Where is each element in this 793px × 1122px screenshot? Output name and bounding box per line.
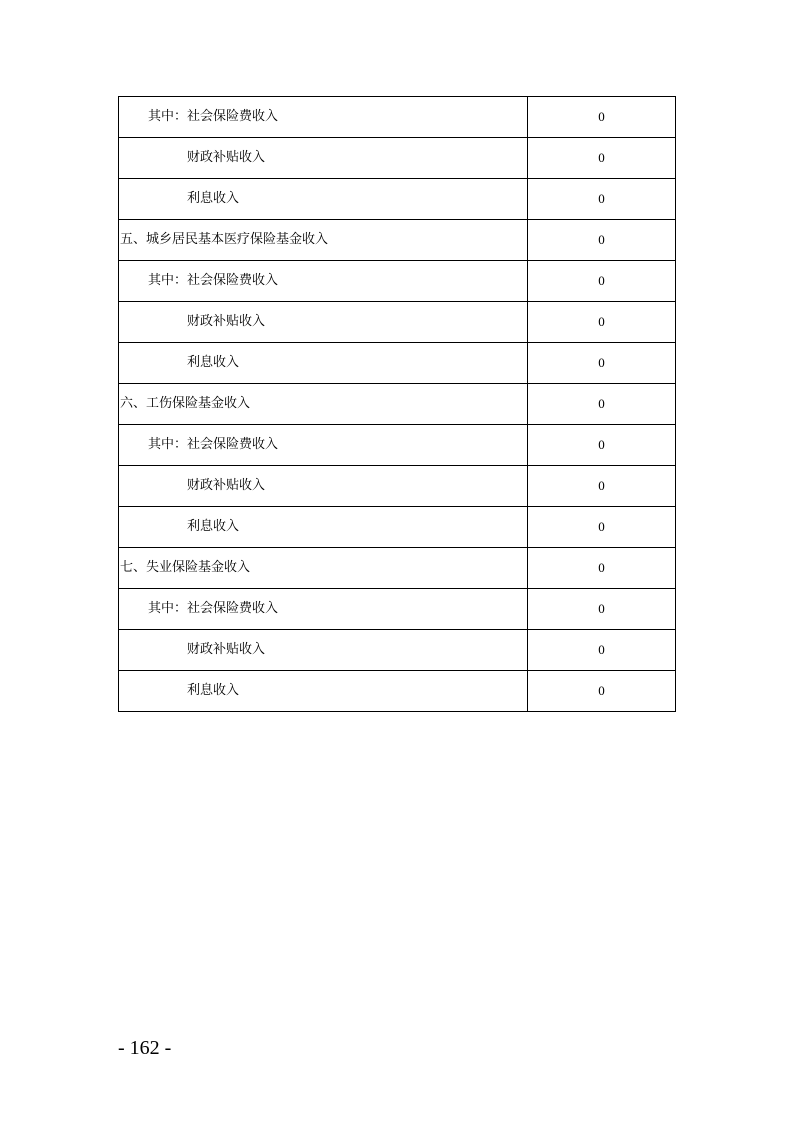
row-item-label: 利息收入	[119, 343, 528, 384]
row-amount-value: 0	[528, 548, 676, 589]
income-table-body	[119, 97, 676, 712]
row-amount-value: 0	[528, 589, 676, 630]
table-row	[119, 630, 676, 671]
row-amount-value: 0	[528, 138, 676, 179]
row-amount-value: 0	[528, 220, 676, 261]
table-row	[119, 507, 676, 548]
table-row	[119, 138, 676, 179]
table-row	[119, 384, 676, 425]
table-row	[119, 425, 676, 466]
table-row	[119, 302, 676, 343]
table-row	[119, 589, 676, 630]
table-row	[119, 548, 676, 589]
row-item-label: 五、城乡居民基本医疗保险基金收入	[119, 220, 528, 261]
row-amount-value: 0	[528, 97, 676, 138]
row-amount-value: 0	[528, 179, 676, 220]
row-amount-value: 0	[528, 302, 676, 343]
row-item-label: 其中：社会保险费收入	[119, 261, 528, 302]
row-amount-value: 0	[528, 425, 676, 466]
page-number: - 162 -	[118, 1037, 172, 1059]
row-item-label: 利息收入	[119, 671, 528, 712]
table-row	[119, 179, 676, 220]
income-table	[118, 96, 676, 712]
table-row	[119, 220, 676, 261]
row-amount-value: 0	[528, 343, 676, 384]
row-amount-value: 0	[528, 384, 676, 425]
row-item-label: 其中：社会保险费收入	[119, 425, 528, 466]
row-amount-value: 0	[528, 261, 676, 302]
row-amount-value: 0	[528, 507, 676, 548]
table-row	[119, 261, 676, 302]
row-item-label: 财政补贴收入	[119, 302, 528, 343]
row-amount-value: 0	[528, 671, 676, 712]
row-item-label: 其中：社会保险费收入	[119, 589, 528, 630]
row-item-label: 财政补贴收入	[119, 466, 528, 507]
table-row	[119, 343, 676, 384]
table-row	[119, 671, 676, 712]
row-item-label: 六、工伤保险基金收入	[119, 384, 528, 425]
row-item-label: 财政补贴收入	[119, 630, 528, 671]
row-item-label: 七、失业保险基金收入	[119, 548, 528, 589]
row-item-label: 利息收入	[119, 179, 528, 220]
table-row	[119, 97, 676, 138]
row-item-label: 利息收入	[119, 507, 528, 548]
row-amount-value: 0	[528, 630, 676, 671]
row-item-label: 财政补贴收入	[119, 138, 528, 179]
row-item-label: 其中：社会保险费收入	[119, 97, 528, 138]
table-row	[119, 466, 676, 507]
row-amount-value: 0	[528, 466, 676, 507]
